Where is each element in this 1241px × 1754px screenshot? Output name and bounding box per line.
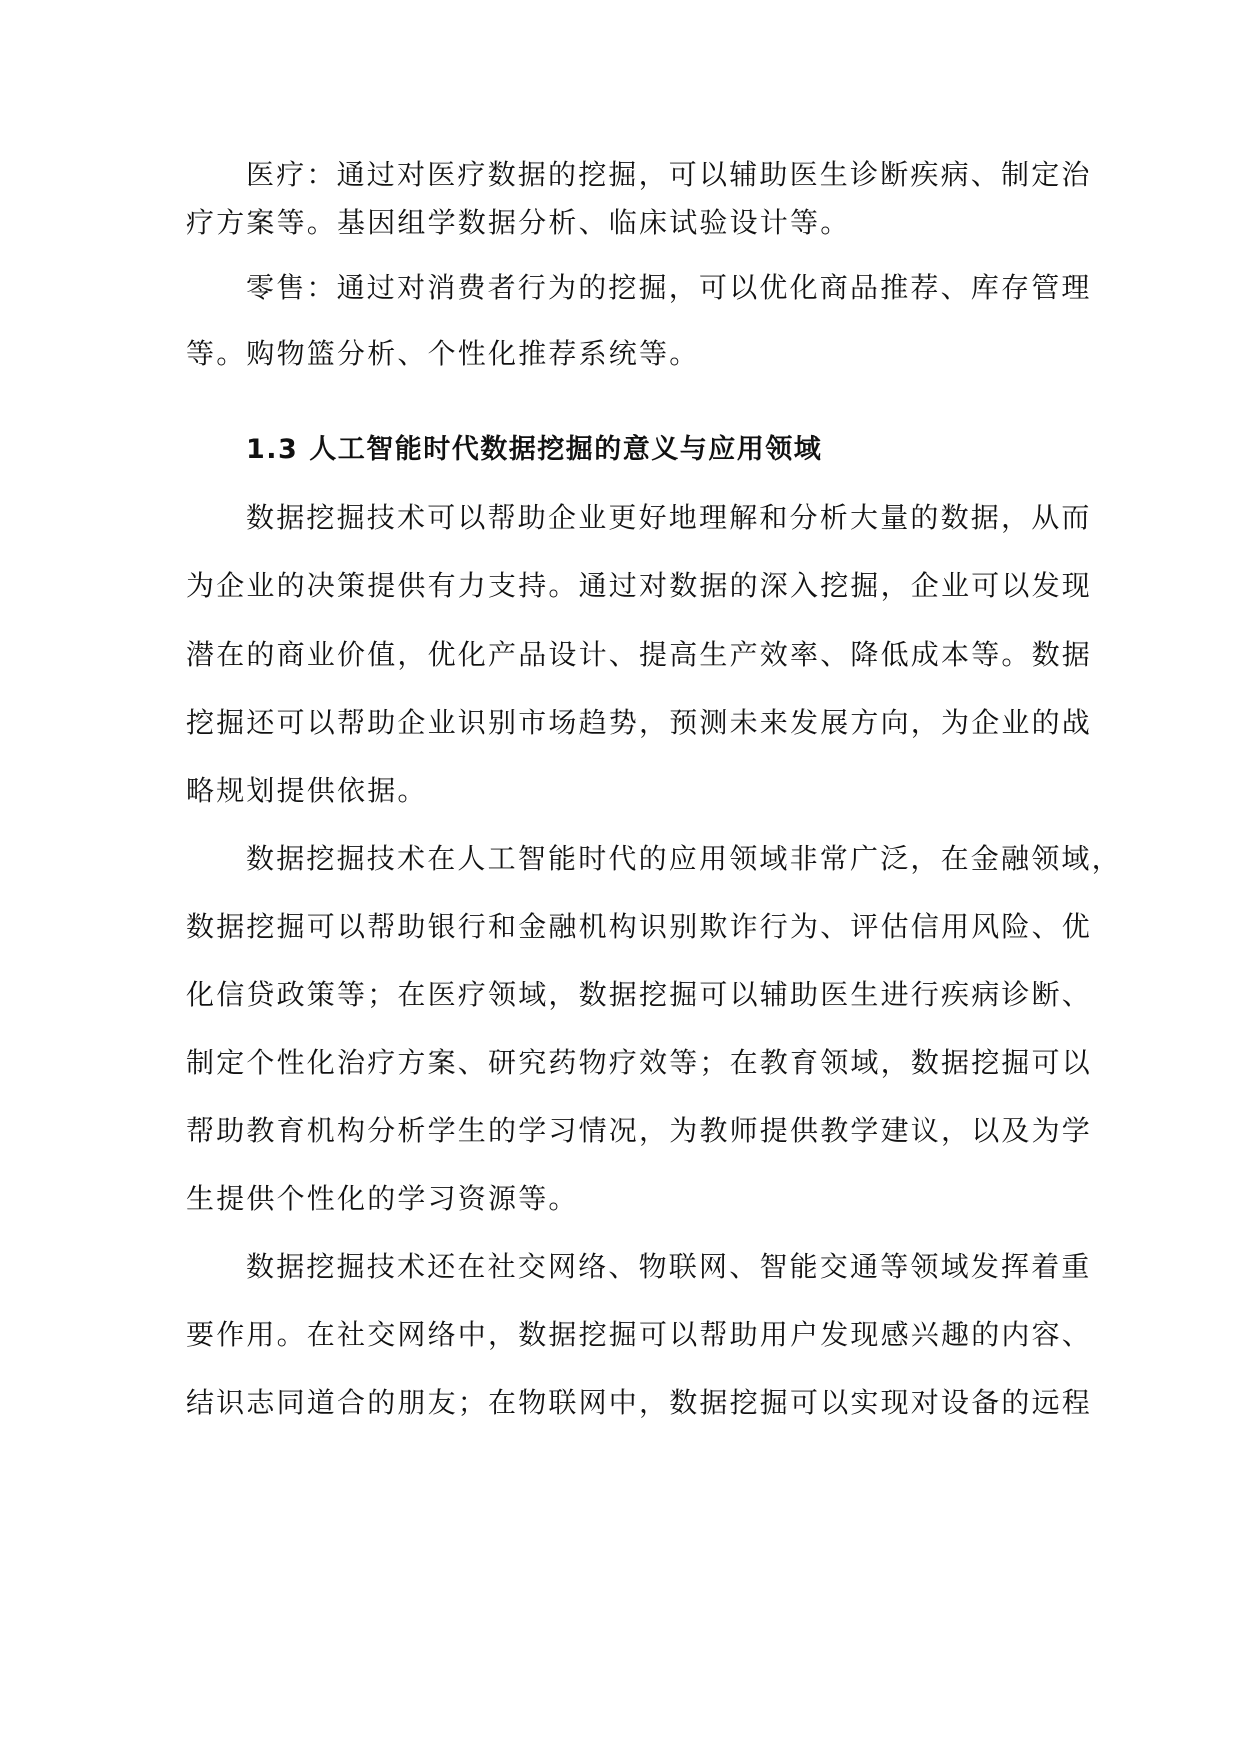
text-line: 数据挖掘可以帮助银行和金融机构识别欺诈行为、评估信用风险、优 [186,910,1093,943]
text-line: 等。购物篮分析、个性化推荐系统等。 [186,337,700,370]
text-line: 数据挖掘技术在人工智能时代的应用领域非常广泛，在金融领域， [246,842,1122,875]
text-line: 化信贷政策等；在医疗领域，数据挖掘可以辅助医生进行疾病诊断、 [186,978,1093,1011]
text-line: 挖掘还可以帮助企业识别市场趋势，预测未来发展方向，为企业的战 [186,706,1093,739]
text-line: 为企业的决策提供有力支持。通过对数据的深入挖掘，企业可以发现 [186,569,1093,602]
text-line: 生提供个性化的学习资源等。 [186,1182,579,1215]
text-line: 数据挖掘技术还在社交网络、物联网、智能交通等领域发挥着重 [246,1250,1092,1283]
text-line: 制定个性化治疗方案、研究药物疗效等；在教育领域，数据挖掘可以 [186,1046,1093,1079]
text-line: 略规划提供依据。 [186,774,428,807]
text-line: 疗方案等。基因组学数据分析、临床试验设计等。 [186,206,851,239]
section-heading: 1.3 人工智能时代数据挖掘的意义与应用领域 [246,434,823,465]
text-line: 医疗：通过对医疗数据的挖掘，可以辅助医生诊断疾病、制定治 [246,158,1092,191]
text-line: 数据挖掘技术可以帮助企业更好地理解和分析大量的数据，从而 [246,501,1092,534]
text-line: 要作用。在社交网络中，数据挖掘可以帮助用户发现感兴趣的内容、 [186,1318,1093,1351]
text-line: 结识志同道合的朋友；在物联网中，数据挖掘可以实现对设备的远程 [186,1386,1093,1419]
text-line: 潜在的商业价值，优化产品设计、提高生产效率、降低成本等。数据 [186,638,1093,671]
text-line: 帮助教育机构分析学生的学习情况，为教师提供教学建议，以及为学 [186,1114,1093,1147]
text-line: 零售：通过对消费者行为的挖掘，可以优化商品推荐、库存管理 [246,271,1092,304]
